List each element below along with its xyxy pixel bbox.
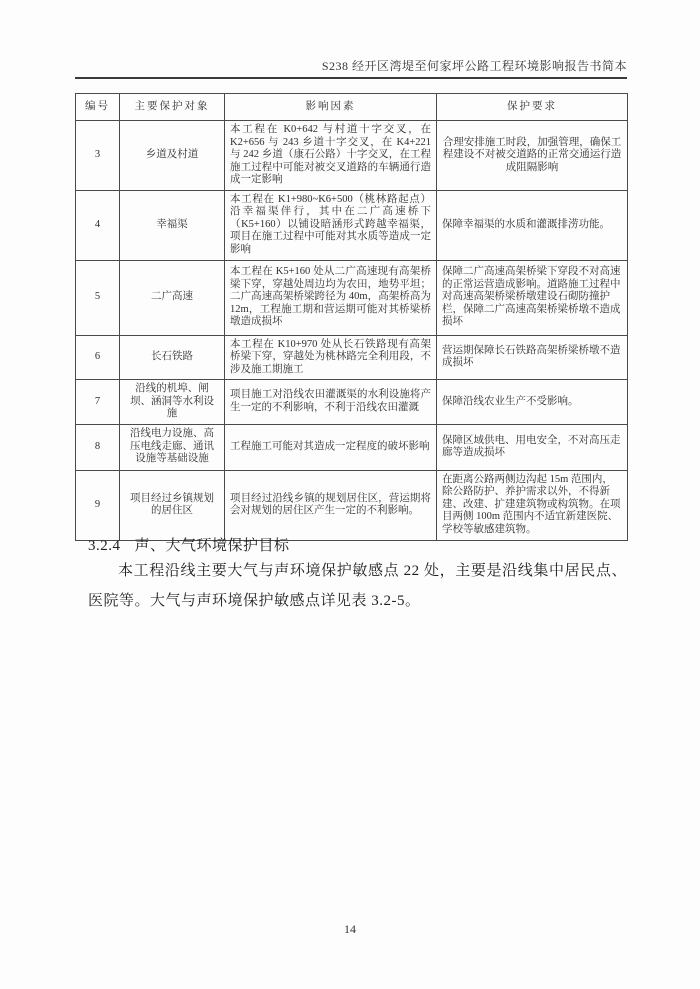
row-id: 4 [76, 190, 120, 260]
row-object: 长石铁路 [120, 335, 225, 380]
row-impact: 本工程在 K10+970 处从长石铁路现有高架桥梁下穿，穿越处为桃林路完全利用段，不涉及施工期施工 [225, 335, 437, 380]
row-requirement: 保障区域供电、用电安全，不对高压走廊等造成损坏 [437, 424, 628, 470]
row-object: 幸福渠 [120, 190, 225, 260]
protection-targets-table [75, 93, 628, 541]
row-impact: 项目经过沿线乡镇的规划居住区，营运期将会对规划的居住区产生一定的不利影响。 [225, 470, 437, 540]
row-id: 5 [76, 260, 120, 335]
row-impact: 本工程在 K1+980~K6+500（桃林路起点）沿幸福渠伴行，其中在二广高速桥下（K5+160）以铺设暗涵形式跨越幸福渠，项目在施工过程中可能对其水质等造成一定影响 [225, 190, 437, 260]
section-number: 3.2.4 [88, 538, 121, 554]
row-requirement: 营运期保障长石铁路高架桥梁桥墩不造成损坏 [437, 335, 628, 380]
table-row [76, 260, 628, 335]
row-object: 沿线电力设施、高压电线走廊、通讯设施等基础设施 [120, 424, 225, 470]
row-requirement: 合理安排施工时段，加强管理，确保工程建设不对被交道路的正常交通运行造成阻隔影响 [437, 121, 628, 191]
row-requirement: 保障二广高速高架桥梁下穿段不对高速的正常运营造成影响。道路施工过程中对高速高架桥梁桥墩建设石砌防撞护栏，保障二广高速高架桥梁桥墩不造成损坏 [437, 260, 628, 335]
table-row [76, 190, 628, 260]
row-object: 二广高速 [120, 260, 225, 335]
row-impact: 本工程在 K0+642 与村道十字交叉，在 K2+656 与 243 乡道十字交叉，在 K4+221 与 242 乡道（康石公路）十字交叉，在工程施工过程中可能对被交叉道路的车辆通行造成一定影响 [225, 121, 437, 191]
row-impact: 项目施工对沿线农田灌溉渠的水利设施将产生一定的不利影响，不利于沿线农田灌溉 [225, 380, 437, 425]
row-id: 7 [76, 380, 120, 425]
page-number: 14 [344, 922, 356, 936]
table-header-row [76, 94, 628, 121]
row-requirement: 在距离公路两侧边沟起 15m 范围内，除公路防护、养护需求以外，不得新建、改建、扩建建筑物或构筑物。在项目两侧 100m 范围内不适宜新建医院、学校等敏感建筑物。 [437, 470, 628, 540]
row-id: 9 [76, 470, 120, 540]
row-id: 3 [76, 121, 120, 191]
row-impact: 工程施工可能对其造成一定程度的破坏影响 [225, 424, 437, 470]
column-header-id: 编号 [76, 94, 120, 121]
row-requirement: 保障沿线农业生产不受影响。 [437, 380, 628, 425]
column-header-impact: 影响因素 [225, 94, 437, 121]
column-header-requirement: 保护要求 [437, 94, 628, 121]
row-impact: 本工程在 K5+160 处从二广高速现有高架桥梁下穿，穿越处周边均为农田，地势平坦；二广高速高架桥梁跨径为 40m，高架桥高为 12m，工程施工期和营运期可能对其桥梁桥墩造成损坏 [225, 260, 437, 335]
section-title: 声、大气环境保护目标 [134, 538, 290, 554]
table-row [76, 470, 628, 540]
row-object: 沿线的机埠、闸坝、涵洞等水利设施 [120, 380, 225, 425]
table-row [76, 380, 628, 425]
row-id: 8 [76, 424, 120, 470]
body-paragraph: 本工程沿线主要大气与声环境保护敏感点 22 处，主要是沿线集中居民点、医院等。大气与声环境保护敏感点详见表 3.2-5。 [88, 563, 627, 609]
section-heading [88, 534, 627, 555]
table-row [76, 121, 628, 191]
row-object: 项目经过乡镇规划的居住区 [120, 470, 225, 540]
row-object: 乡道及村道 [120, 121, 225, 191]
row-requirement: 保障幸福渠的水质和灌溉排涝功能。 [437, 190, 628, 260]
table-row [76, 335, 628, 380]
row-id: 6 [76, 335, 120, 380]
column-header-object: 主要保护对象 [120, 94, 225, 121]
table-row [76, 424, 628, 470]
running-header: S238 经开区湾堤至何家坪公路工程环境影响报告书简本 [75, 57, 627, 79]
